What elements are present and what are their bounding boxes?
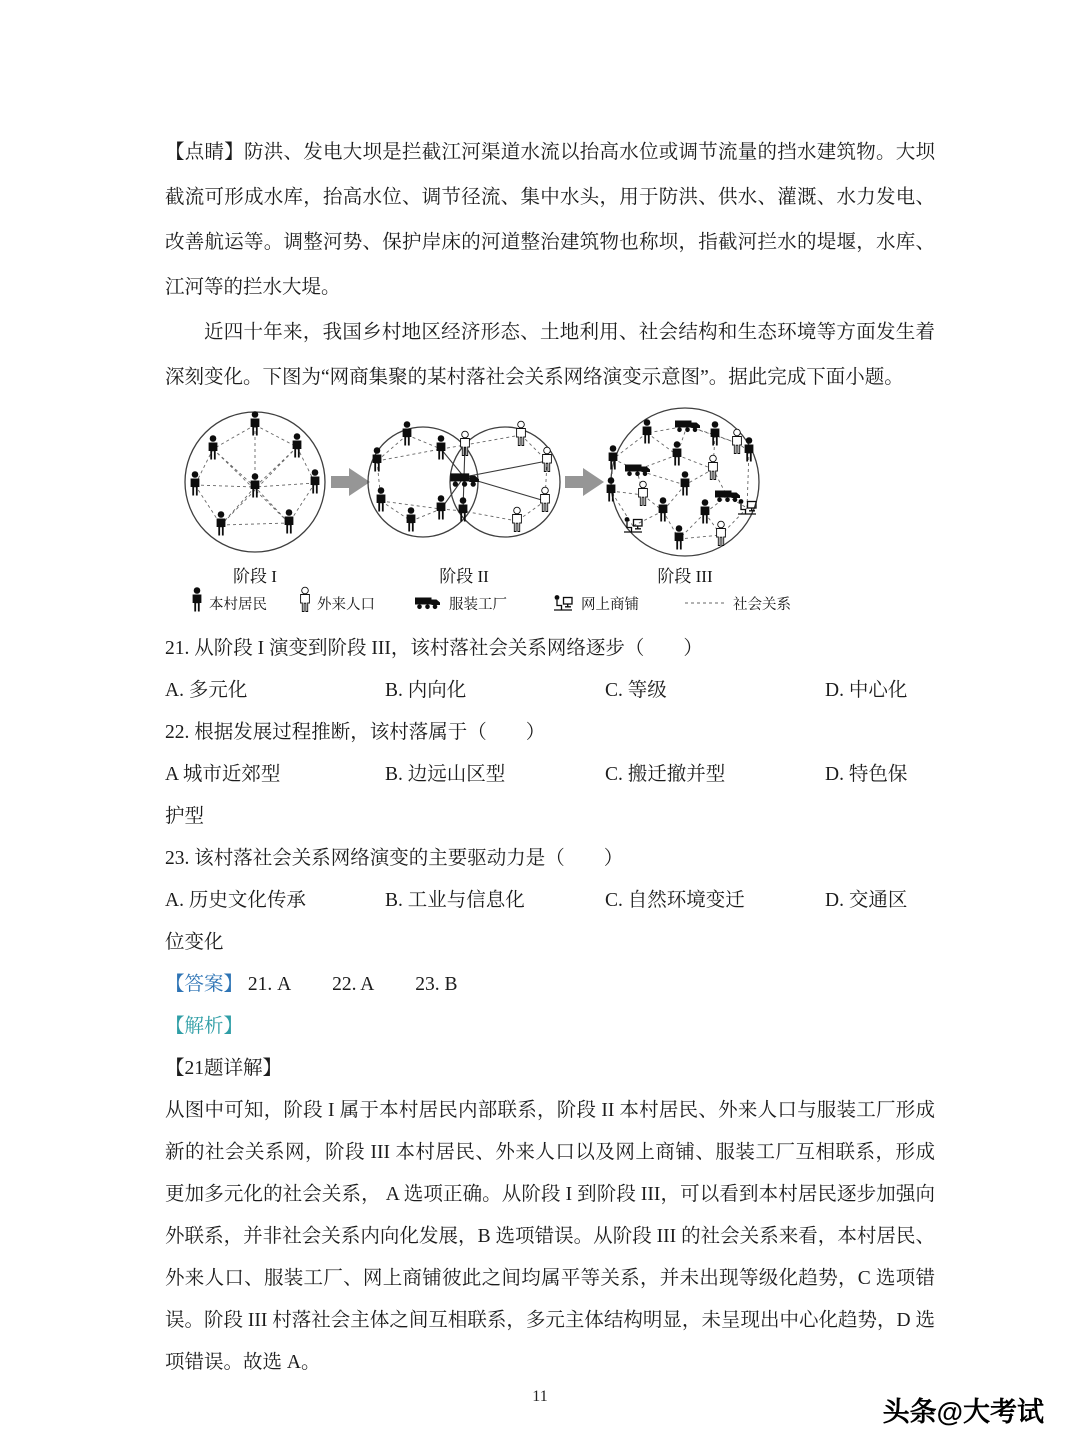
migrant-icon <box>301 587 310 611</box>
option-21-d: D. 中心化 <box>825 680 908 701</box>
stage-2-label: 阶段 II <box>439 567 489 586</box>
stage-1-residents <box>191 411 320 535</box>
analysis-line <box>165 1006 935 1048</box>
question-21-stem: 21. 从阶段 I 演变到阶段 III，该村落社会关系网络逐步（ ） <box>165 638 703 659</box>
option-23-b: B. 工业与信息化 <box>385 890 525 911</box>
stage-1-label: 阶段 I <box>233 567 277 586</box>
dianjing-note: 【点睛】防洪、发电大坝是拦截江河渠道水流以抬高水位或调节流量的挡水建筑物。大坝截流可形成水库，抬高水位、调节径流、集中水头，用于防洪、供水、灌溉、水力发电、改善航运等。调整河势、保护岸床的河道整治建筑物也称坝，指截河拦水的堤堰，水库、江河等的拦水大堤。 <box>165 142 935 298</box>
legend-migrant-label: 外来人口 <box>317 597 375 613</box>
legend-factory-label: 服装工厂 <box>449 597 507 613</box>
resident-icon <box>193 587 202 611</box>
option-21-c: C. 等级 <box>605 680 667 701</box>
question-21-options <box>165 670 935 712</box>
village-network-evolution-diagram <box>165 406 935 628</box>
stage-3-social-ties <box>611 426 749 539</box>
option-22-b: B. 边远山区型 <box>385 764 506 785</box>
option-22-d-overflow: 护型 <box>165 806 205 827</box>
page-number: 11 <box>532 1388 548 1405</box>
answer-23: 23. B <box>415 974 458 995</box>
option-23-c: C. 自然环境变迁 <box>605 890 745 911</box>
arrow-stage2-to-stage3-icon <box>565 468 604 496</box>
option-22-c: C. 搬迁撤并型 <box>605 764 726 785</box>
detail-21-text: 从图中可知，阶段 I 属于本村居民内部联系，阶段 II 本村居民、外来人口与服装工厂形成新的社会关系网，阶段 III 本村居民、外来人口以及网上商铺、服装工厂互相联系，形成更加多元化的社会关系， A 选项正确。从阶段 I 到阶段 III，可以看到本村居民逐步加强向外联系，并非社会关系内向化发展，B 选项错误。从阶段 III 的社会关系来看，本村居民、外来人口、服装工厂、网上商铺彼此之间均属平等关系，并未出现等级化趋势，C 选项错误。阶段 III 村落社会主体之间互相联系，多元主体结构明显，未呈现出中心化趋势，D 选项错误。故选 A。 <box>165 1100 935 1373</box>
legend-resident-label: 本村居民 <box>209 597 267 613</box>
answer-21: 21. A <box>247 974 292 995</box>
option-22-d: D. 特色保 <box>825 764 908 785</box>
option-22-a: A 城市近郊型 <box>165 764 281 785</box>
question-22-stem: 22. 根据发展过程推断，该村落属于（ ） <box>165 722 546 743</box>
page-content <box>165 130 935 1384</box>
detail-21-label: 【21题详解】 <box>165 1058 283 1079</box>
option-23-d: D. 交通区 <box>825 890 908 911</box>
stage-3-label: 阶段 III <box>657 567 713 586</box>
online-shop-icon <box>554 595 572 610</box>
stage-3-migrants <box>639 429 742 545</box>
answer-label: 【答案】 <box>165 974 244 995</box>
question-23-options <box>165 880 935 922</box>
answer-22: 22. A <box>332 974 375 995</box>
answer-line <box>165 964 935 1006</box>
question-23-stem: 23. 该村落社会关系网络演变的主要驱动力是（ ） <box>165 848 624 869</box>
option-23-a: A. 历史文化传承 <box>165 890 306 911</box>
legend-online-shop-label: 网上商铺 <box>581 597 639 613</box>
stage-3-network <box>607 408 759 556</box>
stage-2-network <box>368 421 560 537</box>
option-21-a: A. 多元化 <box>165 680 248 701</box>
analysis-label: 【解析】 <box>165 1016 244 1037</box>
intro-paragraph: 近四十年来，我国乡村地区经济形态、土地利用、社会结构和生态环境等方面发生着深刻变化。下图为“网商集聚的某村落社会关系网络演变示意图”。据此完成下面小题。 <box>165 322 935 388</box>
legend-social-tie-label: 社会关系 <box>733 597 791 613</box>
diagram-legend <box>193 587 791 613</box>
stage-1-network <box>185 411 325 552</box>
factory-icon <box>415 598 440 610</box>
arrow-stage1-to-stage2-icon <box>331 468 370 496</box>
watermark: 头条@大考试 <box>882 1397 1044 1427</box>
option-21-b: B. 内向化 <box>385 680 467 701</box>
question-22-options <box>165 754 935 796</box>
option-23-d-overflow: 位变化 <box>165 932 224 953</box>
